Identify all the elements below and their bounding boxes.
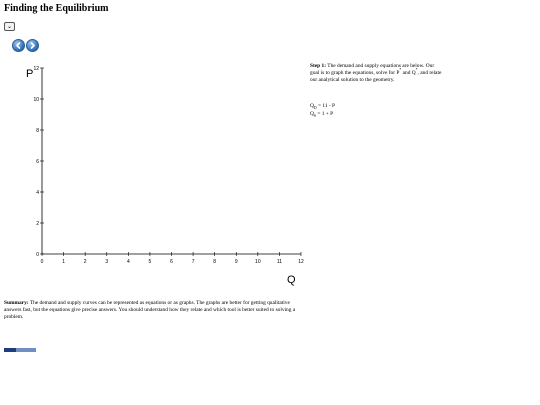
- previous-step-button[interactable]: [12, 39, 25, 52]
- next-step-button[interactable]: [26, 39, 39, 52]
- x-tick-label: 9: [234, 259, 238, 265]
- x-tick-label: 6: [170, 259, 173, 265]
- equations-block: [310, 102, 335, 118]
- footer-badge-right: [16, 348, 36, 352]
- summary-text: Summary: The demand and supply curves can be represented as equations or as graphs. The graphs are better for getting qualitative answers fast, but the equations give precise answers. You should understand how they relate and which tool is better suited to solving a problem.: [4, 300, 296, 320]
- chevron-left-icon: [13, 40, 24, 51]
- x-tick-label: 8: [213, 259, 217, 265]
- dropdown-toggle[interactable]: [4, 22, 15, 31]
- x-tick-label: 0: [40, 259, 44, 265]
- y-tick-label: 10: [33, 96, 39, 103]
- step-label: Step 1:: [310, 63, 327, 69]
- demand-equation: $Q_D = 11 - P$: [310, 103, 336, 111]
- step-instructions: Step 1: The demand and supply equations are below. Our goal is to graph the equations, solve for P* and Q*, and relate our analytical solution to the geometry.: [310, 63, 442, 83]
- y-tick-label: 6: [36, 158, 39, 165]
- y-tick-label: 2: [36, 220, 39, 227]
- supply-equation: $Q_S = 1 + P$: [310, 111, 334, 119]
- y-axis-label: P: [26, 68, 34, 80]
- x-tick-label: 3: [105, 259, 109, 265]
- supply-demand-graph[interactable]: [0, 60, 310, 290]
- chevron-right-icon: [27, 40, 38, 51]
- x-tick-label: 10: [255, 259, 261, 265]
- y-tick-label: 4: [36, 189, 39, 196]
- x-tick-label: 11: [276, 259, 283, 265]
- summary-label: Summary:: [4, 300, 29, 306]
- graph-axes: [42, 68, 301, 254]
- footer-badge-left: [4, 348, 16, 352]
- y-tick-label: 8: [36, 127, 39, 134]
- x-tick-label: 12: [298, 259, 304, 265]
- page-title: Finding the Equilibrium: [4, 3, 109, 14]
- x-tick-label: 2: [83, 259, 87, 265]
- x-tick-label: 5: [148, 259, 152, 265]
- y-tick-label: 0: [36, 251, 39, 258]
- x-axis-label: Q: [287, 274, 296, 286]
- x-tick-label: 4: [126, 259, 130, 265]
- y-tick-label: 12: [33, 65, 39, 72]
- x-tick-label: 1: [62, 259, 65, 265]
- x-tick-label: 7: [191, 259, 195, 265]
- chevron-down-icon: ⌄: [6, 23, 13, 30]
- y-axis-ticks: [33, 66, 44, 258]
- footer-badge[interactable]: [4, 348, 36, 352]
